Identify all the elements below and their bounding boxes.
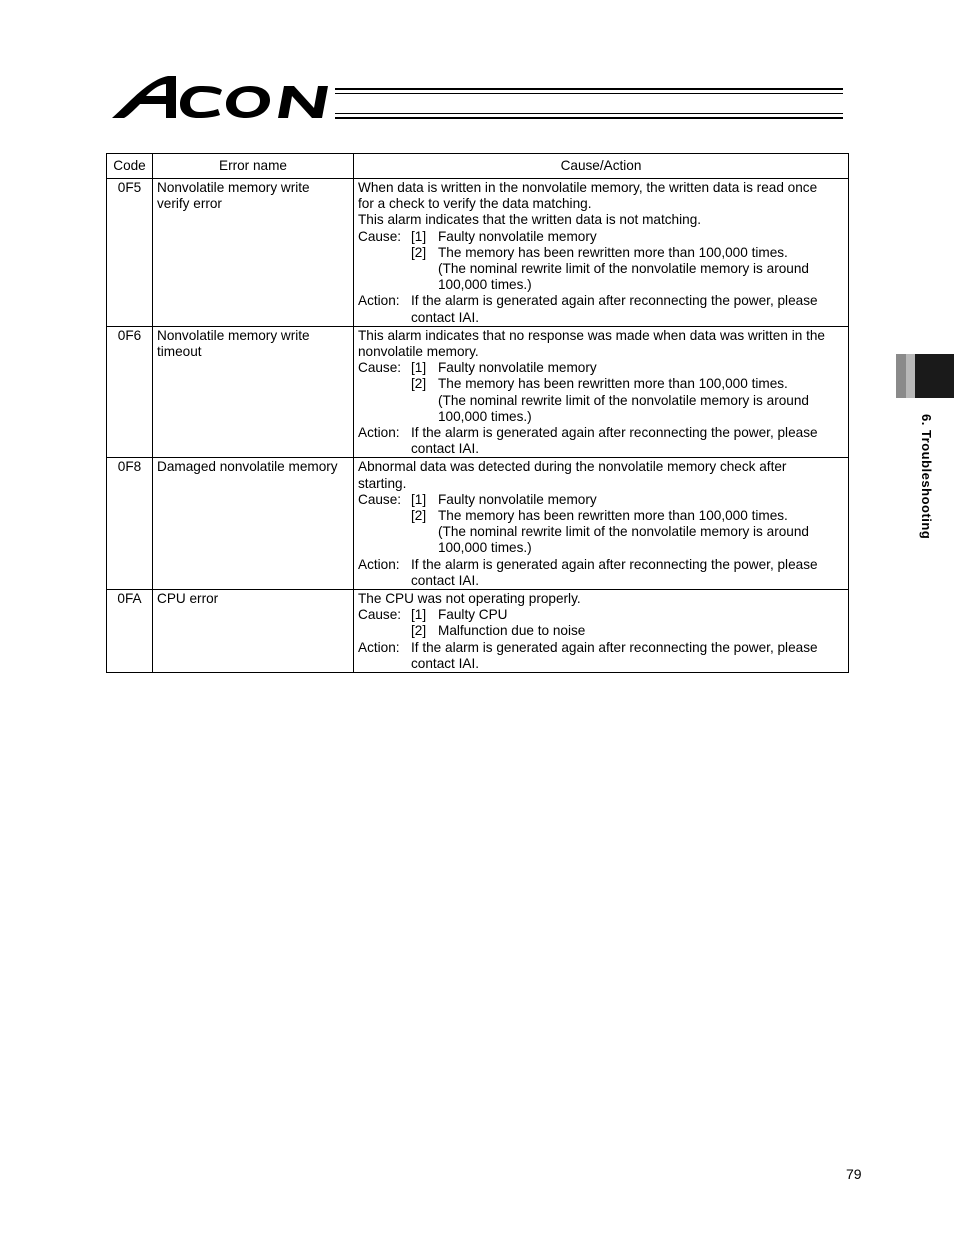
error-name (153, 326, 354, 458)
description-line: nonvolatile memory. (358, 344, 479, 360)
table-header-row (107, 154, 849, 179)
cause-number: [1] (411, 228, 427, 244)
error-table (106, 153, 848, 673)
error-name-line: Nonvolatile memory write (157, 180, 310, 195)
cause-item (358, 508, 844, 557)
cause-action (354, 590, 849, 673)
cause-number: [1] (411, 491, 427, 507)
cause-number: [2] (411, 244, 427, 260)
cause-item (358, 492, 844, 508)
column-header: Code (107, 154, 153, 179)
error-name (153, 458, 354, 590)
cause-number: [2] (411, 508, 427, 524)
cause-number: [2] (411, 623, 427, 639)
cause-text: The memory has been rewritten more than 100,000 times. (438, 244, 788, 260)
error-code: 0F8 (107, 458, 153, 590)
action-text: contact IAI. (411, 572, 480, 588)
cause-label (358, 623, 411, 639)
chapter-label: 6. Troubleshooting (919, 414, 934, 540)
acon-logo (110, 72, 350, 122)
error-name (153, 590, 354, 673)
header-rule (335, 117, 843, 119)
cause-number: [1] (411, 360, 427, 376)
action-label: Action: (358, 293, 400, 309)
cause-text: Faulty nonvolatile memory (438, 360, 597, 376)
action-text: If the alarm is generated again after reconnecting the power, please (411, 556, 818, 572)
action-item (358, 640, 844, 672)
cause-text: Faulty nonvolatile memory (438, 228, 597, 244)
description-line: When data is written in the nonvolatile memory, the written data is read once (358, 180, 818, 195)
action-text: contact IAI. (411, 309, 480, 325)
action-label: Action: (358, 556, 400, 572)
action-item (358, 557, 844, 589)
table-row (107, 458, 849, 590)
cause-item (358, 623, 844, 639)
error-name-line: Nonvolatile memory write (157, 327, 310, 343)
cause-item (358, 376, 844, 425)
cause-label (358, 245, 411, 294)
page-number: 79 (846, 1166, 862, 1182)
cause-item (358, 360, 844, 376)
description-line: for a check to verify the data matching. (358, 196, 592, 212)
cause-item (358, 245, 844, 294)
action-text: If the alarm is generated again after reconnecting the power, please (411, 639, 818, 655)
cause-number: [2] (411, 376, 427, 392)
cause-text: Faulty CPU (438, 607, 508, 623)
description-line: This alarm indicates that the written data is not matching. (358, 212, 702, 228)
description-line: Abnormal data was detected during the nonvolatile memory check after (358, 459, 787, 475)
cause-text: 100,000 times.) (438, 277, 532, 293)
error-name-line: Damaged nonvolatile memory (157, 459, 338, 475)
action-item (358, 293, 844, 325)
description-line: The CPU was not operating properly. (358, 591, 581, 607)
cause-text: (The nominal rewrite limit of the nonvolatile memory is around (438, 261, 809, 277)
cause-label (358, 508, 411, 557)
error-code: 0F5 (107, 179, 153, 327)
action-item (358, 425, 844, 457)
cause-label: Cause: (358, 228, 402, 244)
cause-text: The memory has been rewritten more than 100,000 times. (438, 508, 788, 524)
cause-text: (The nominal rewrite limit of the nonvolatile memory is around (438, 392, 809, 408)
cause-action (354, 179, 849, 327)
table-row (107, 326, 849, 458)
cause-text: 100,000 times.) (438, 540, 532, 556)
header-rule (335, 113, 843, 114)
cause-label: Cause: (358, 360, 402, 376)
action-label: Action: (358, 425, 400, 441)
action-label: Action: (358, 639, 400, 655)
cause-item (358, 607, 844, 623)
error-code: 0F6 (107, 326, 153, 458)
action-text: If the alarm is generated again after reconnecting the power, please (411, 425, 818, 441)
cause-text: (The nominal rewrite limit of the nonvolatile memory is around (438, 524, 809, 540)
description-line: starting. (358, 475, 407, 491)
cause-label: Cause: (358, 607, 402, 623)
cause-action (354, 326, 849, 458)
table-row (107, 590, 849, 673)
header-rule (335, 88, 843, 90)
error-code: 0FA (107, 590, 153, 673)
table-row (107, 179, 849, 327)
description-line: This alarm indicates that no response was made when data was written in the (358, 327, 825, 343)
action-text: contact IAI. (411, 655, 480, 671)
column-header: Cause/Action (354, 154, 849, 179)
error-name-line: verify error (157, 196, 222, 212)
cause-text: Faulty nonvolatile memory (438, 491, 597, 507)
cause-item (358, 229, 844, 245)
cause-number: [1] (411, 607, 427, 623)
cause-text: 100,000 times.) (438, 408, 532, 424)
cause-text: The memory has been rewritten more than 100,000 times. (438, 376, 788, 392)
error-name-line: timeout (157, 344, 202, 360)
action-text: If the alarm is generated again after reconnecting the power, please (411, 293, 818, 309)
column-header: Error name (153, 154, 354, 179)
error-name-line: CPU error (157, 591, 219, 607)
header-rule (335, 93, 843, 94)
cause-action (354, 458, 849, 590)
error-name (153, 179, 354, 327)
cause-text: Malfunction due to noise (438, 623, 586, 639)
chapter-tab (896, 354, 954, 398)
action-text: contact IAI. (411, 441, 480, 457)
cause-label: Cause: (358, 491, 402, 507)
cause-label (358, 376, 411, 425)
